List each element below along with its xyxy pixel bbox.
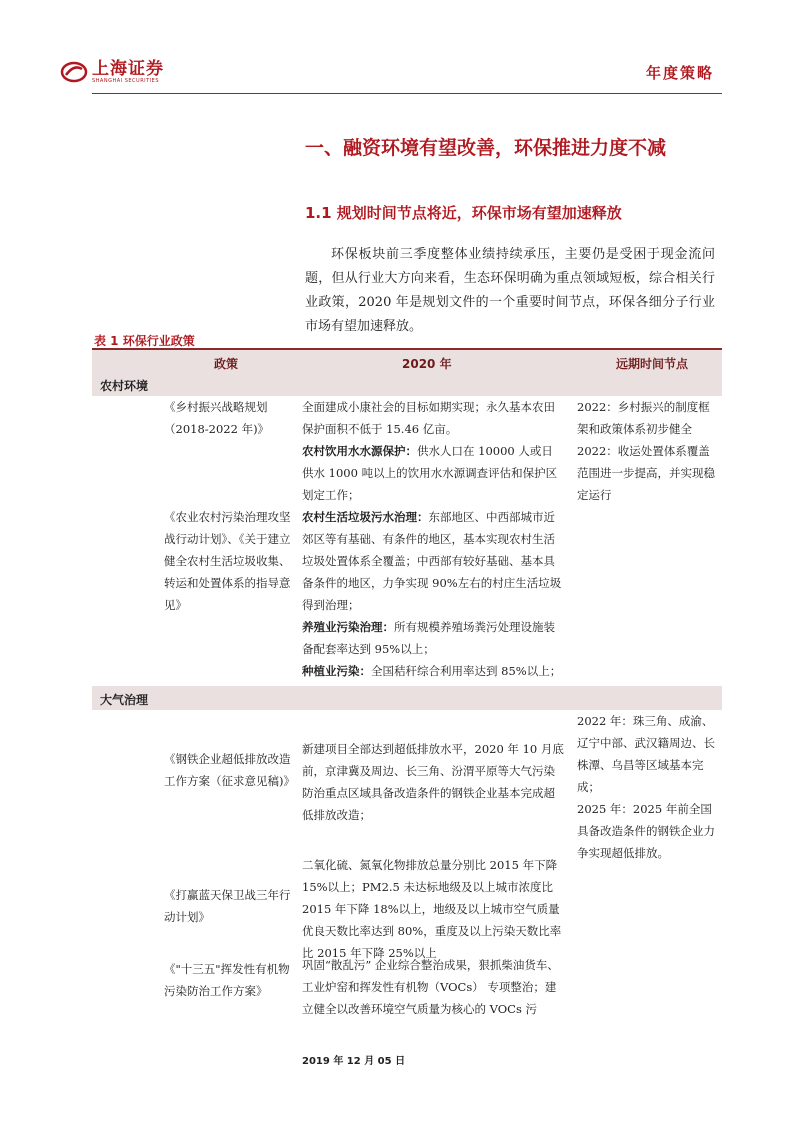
table-header-row xyxy=(92,348,722,374)
policy-cell: 《农业农村污染治理攻坚战行动计划》、《关于建立健全农村生活垃圾收集、转运和处置体系的指导意见》 xyxy=(164,510,291,612)
item-text: 全面建成小康社会的目标如期实现；永久基本农田保护面积不低于 15.46 亿亩。 xyxy=(302,400,555,436)
item-text: 供水人口在 10000 人或日供水 1000 吨以上的饮用水水源调查评估和保护区划定工作； xyxy=(302,444,558,502)
policy-cell: 《钢铁企业超低排放改造工作方案（征求意见稿)》 xyxy=(164,752,295,788)
logo-text: 上海证券 xyxy=(92,59,164,79)
policy-cell: 《乡村振兴战略规划（2018-2022 年)》 xyxy=(164,400,270,436)
company-logo xyxy=(60,60,164,84)
item-text: 东部地区、中西部城市近郊区等有基础、有条件的地区，基本实现农村生活垃圾处置体系全覆盖；中西部有较好基础、基本具备条件的地区，力争实现 90%左右的村庄生活垃圾得到治理； xyxy=(302,510,562,612)
item-2020 xyxy=(302,396,564,682)
item-2020: 新建项目全部达到超低排放水平，2020 年 10 月底前，京津冀及周边、长三角、汾渭平原等大气污染防治重点区域具备改造条件的钢铁企业基本完成超低排放改造； xyxy=(302,742,564,822)
item-2020: 二氧化硫、氮氧化物排放总量分别比 2015 年下降 15%以上；PM2.5 未达标地级及以上城市浓度比 2015 年下降 18%以上，地级及以上城市空气质量优良天数比率达到 80%，重度及以上污染天数比率比 2015 年下降 25%以上 xyxy=(302,858,562,960)
item-label: 种植业污染： xyxy=(302,664,371,678)
table-title: 表 1 环保行业政策 xyxy=(94,334,195,348)
section-row-air xyxy=(92,686,722,710)
item-text: 所有规模养殖场粪污处理设施装备配套率达到 95%以上； xyxy=(302,620,555,656)
item-label: 农村饮用水水源保护： xyxy=(302,444,417,458)
page-header xyxy=(0,0,800,100)
header-2020: 2020 年 xyxy=(402,357,452,371)
item-text: 全国秸秆综合利用率达到 85%以上； xyxy=(371,664,562,678)
section-title: 一、融资环境有望改善，环保推进力度不减 xyxy=(305,137,667,159)
subsection-title: 1.1 规划时间节点将近，环保市场有望加速释放 xyxy=(305,204,622,222)
item-label: 养殖业污染治理： xyxy=(302,620,394,634)
section-name: 大气治理 xyxy=(100,693,149,707)
header-far: 远期时间节点 xyxy=(616,357,689,371)
logo-subtext: SHANGHAI SECURITIES xyxy=(92,78,160,84)
item-label: 农村生活垃圾污水治理： xyxy=(302,510,429,524)
intro-text: 环保板块前三季度整体业绩持续承压，主要仍是受困于现金流问题，但从行业大方向来看，生态环保明确为重点领域短板，综合相关行业政策，2020 年是规划文件的一个重要时间节点，环保各细分子行业市场有望加速释放。 xyxy=(305,247,715,334)
far-term-cell: 2022：乡村振兴的制度框架和政策体系初步健全 2022：收运处置体系覆盖范围进一步提高，并实现稳定运行 xyxy=(577,400,715,502)
header-divider xyxy=(92,93,722,94)
section-name: 农村环境 xyxy=(100,379,149,393)
section-row-rural xyxy=(92,372,722,396)
policy-cell: 《打赢蓝天保卫战三年行动计划》 xyxy=(164,888,291,924)
intro-paragraph xyxy=(305,243,715,339)
item-2020: 巩固“散乱污” 企业综合整治成果，狠抓柴油货车、工业炉窑和挥发性有机物（VOCs） 专项整治；建立健全以改善环境空气质量为核心的 VOCs 污 xyxy=(302,958,559,1016)
footer-date: 2019 年 12 月 05 日 xyxy=(302,1056,406,1067)
logo-emblem-icon xyxy=(60,60,88,84)
policy-cell: 《"十三五"挥发性有机物污染防治工作方案》 xyxy=(164,962,290,998)
report-type: 年度策略 xyxy=(645,64,714,82)
far-term-cell: 2022 年：珠三角、成渝、辽宁中部、武汉籍周边、长株潭、乌昌等区域基本完成； 2025 年：2025 年前全国具备改造条件的钢铁企业力争实现超低排放。 xyxy=(577,714,715,860)
header-policy: 政策 xyxy=(214,357,239,371)
